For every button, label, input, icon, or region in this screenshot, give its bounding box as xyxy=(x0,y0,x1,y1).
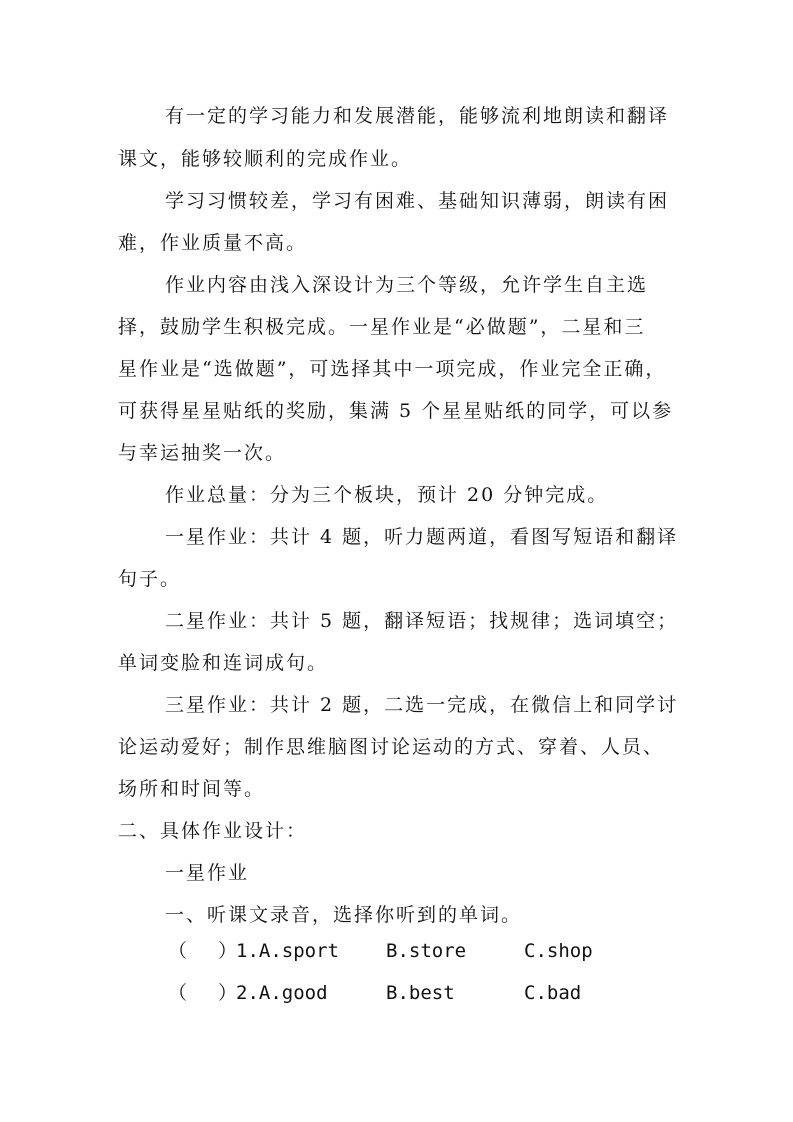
paragraph-line: 课文，能够较顺利的完成作业。 xyxy=(118,148,413,170)
paragraph-line: 难，作业质量不高。 xyxy=(118,232,308,254)
option-b: B.best xyxy=(386,982,455,1004)
paragraph-line: 学习习惯较差，学习有困难、基础知识薄弱，朗读有困 xyxy=(165,190,670,212)
answer-paren-open: （ xyxy=(168,940,188,962)
paragraph-line: 论运动爱好；制作思维脑图讨论运动的方式、穿着、人员、 xyxy=(118,736,665,758)
paragraph-line: 句子。 xyxy=(118,568,182,590)
paragraph-line: 三星作业：共计 2 题，二选一完成，在微信上和同学讨 xyxy=(165,694,679,716)
paragraph-line: 星作业是“选做题”，可选择其中一项完成，作业完全正确， xyxy=(118,358,667,380)
paragraph-line: 择，鼓励学生积极完成。一星作业是“必做题”，二星和三 xyxy=(118,316,646,338)
option-c: C.bad xyxy=(524,982,582,1004)
option-a: 1.A.sport xyxy=(236,940,339,962)
paragraph-line: 与幸运抽奖一次。 xyxy=(118,442,287,464)
option-a: 2.A.good xyxy=(236,982,328,1004)
answer-paren-close: ） xyxy=(218,940,238,962)
option-c: C.shop xyxy=(524,940,593,962)
paragraph-line: 场所和时间等。 xyxy=(118,778,266,800)
paragraph-line: 作业总量：分为三个板块，预计 20 分钟完成。 xyxy=(165,484,609,506)
subheading: 一星作业 xyxy=(165,862,250,884)
answer-paren-open: （ xyxy=(168,982,188,1004)
paragraph-line: 可获得星星贴纸的奖励，集满 5 个星星贴纸的同学，可以参 xyxy=(118,400,674,422)
paragraph-line: 二星作业：共计 5 题，翻译短语；找规律；选词填空； xyxy=(165,610,679,632)
paragraph-line: 有一定的学习能力和发展潜能，能够流利地朗读和翻译 xyxy=(165,105,670,127)
instruction-text: 一、听课文录音，选择你听到的单词。 xyxy=(165,904,523,926)
paragraph-line: 单词变脸和连词成句。 xyxy=(118,652,329,674)
answer-paren-close: ） xyxy=(218,982,238,1004)
option-b: B.store xyxy=(386,940,467,962)
paragraph-line: 一星作业：共计 4 题，听力题两道，看图写短语和翻译 xyxy=(165,526,679,548)
paragraph-line: 作业内容由浅入深设计为三个等级，允许学生自主选 xyxy=(165,274,649,296)
section-heading: 二、具体作业设计： xyxy=(118,820,308,842)
